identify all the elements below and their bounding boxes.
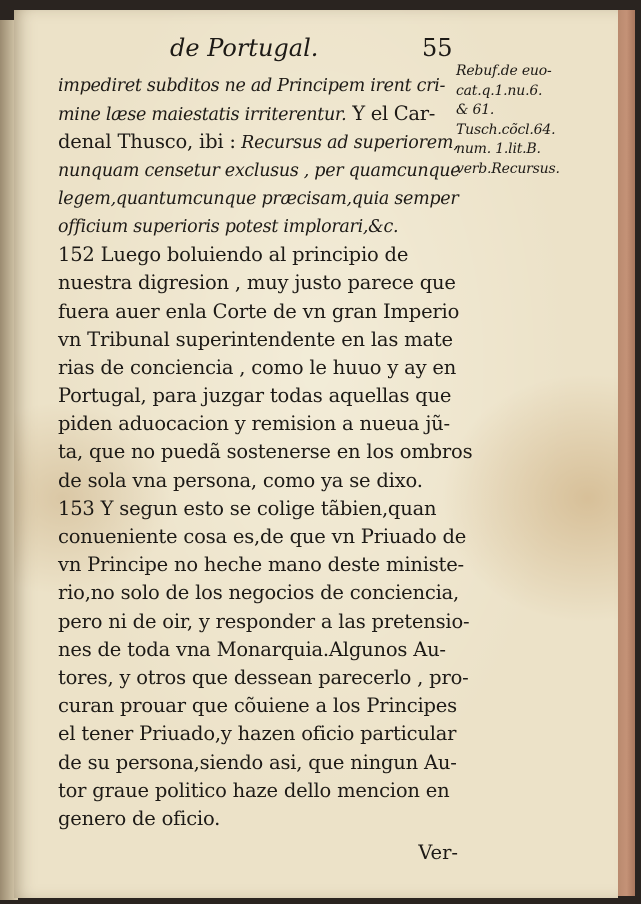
text-line: de sola vna persona, como ya se dixo. xyxy=(58,468,423,492)
text-line: officium superioris potest implorari,&c. xyxy=(58,216,399,237)
marginal-note-line: num. 1.lit.B. xyxy=(456,141,541,157)
text-line: legem,quantumcunque præcisam,quia semper xyxy=(58,188,459,209)
marginal-note-line: & 61. xyxy=(456,102,495,118)
marginal-note-line: Rebuf.de euo- xyxy=(456,63,552,79)
text-line: curan prouar que cõuiene a los Principes xyxy=(58,694,457,718)
text-line: vn Tribunal superintendente en las mate xyxy=(58,327,453,351)
text-line: pero ni de oir, y responder a las pretensio- xyxy=(58,609,470,633)
text-span: Y el Car- xyxy=(346,102,436,126)
marginal-note-line: Tusch.cõcl.64. xyxy=(456,121,556,138)
text-line: ta, que no puedã sostenerse en los ombros xyxy=(58,440,473,464)
text-line: nes de toda vna Monarquia.Algunos Au- xyxy=(58,637,446,661)
text-line: de su persona,siendo asi, que ningun Au- xyxy=(58,750,457,774)
paragraph-153-line: 153 Y segun esto se colige tãbien,quan xyxy=(58,496,437,520)
text-line xyxy=(58,128,458,156)
running-title: de Portugal. xyxy=(170,34,319,62)
marginal-note-line: verb.Recursus. xyxy=(456,160,560,177)
page-header xyxy=(170,34,470,70)
text-line: rio,no solo de los negocios de conciencia, xyxy=(58,581,460,605)
text-line: tores, y otros que dessean parecerlo , pro- xyxy=(58,665,469,689)
text-line: genero de oficio. xyxy=(58,806,221,830)
text-line: vn Principe no heche mano deste ministe- xyxy=(58,553,464,577)
catchword: Ver- xyxy=(418,841,458,865)
text-line: impediret subditos ne ad Principem irent cri- xyxy=(58,76,446,96)
text-line: nunquam censetur exclusus , per quamcunque xyxy=(58,160,461,181)
marginal-note xyxy=(456,62,596,179)
text-span: Recursus ad superiorem, xyxy=(235,133,459,154)
text-line: nuestra digresion , muy justo parece que xyxy=(58,271,456,295)
body-text xyxy=(58,72,473,873)
text-line: conueniente cosa es,de que vn Priuado de xyxy=(58,525,467,548)
text-line: piden aduocacion y remision a nueua jũ- xyxy=(58,412,450,436)
text-line xyxy=(58,100,458,128)
text-line: el tener Priuado,y hazen oficio particular xyxy=(58,722,457,746)
text-line: tor graue politico haze dello mencion en xyxy=(58,778,450,802)
text-line: rias de conciencia , como le huuo y ay en xyxy=(58,355,457,379)
page-fore-edge xyxy=(618,10,635,896)
text-span: mine læse maiestatis irriterentur. xyxy=(58,105,347,126)
page-number: 55 xyxy=(422,34,453,62)
text-line: Portugal, para juzgar todas aquellas que xyxy=(58,384,452,408)
marginal-note-line: cat.q.1.nu.6. xyxy=(456,82,543,99)
paragraph-152-line: 152 Luego boluiendo al principio de xyxy=(58,243,409,267)
text-span: denal Thusco, ibi : xyxy=(58,130,236,154)
text-line: fuera auer enla Corte de vn gran Imperio xyxy=(58,299,460,323)
